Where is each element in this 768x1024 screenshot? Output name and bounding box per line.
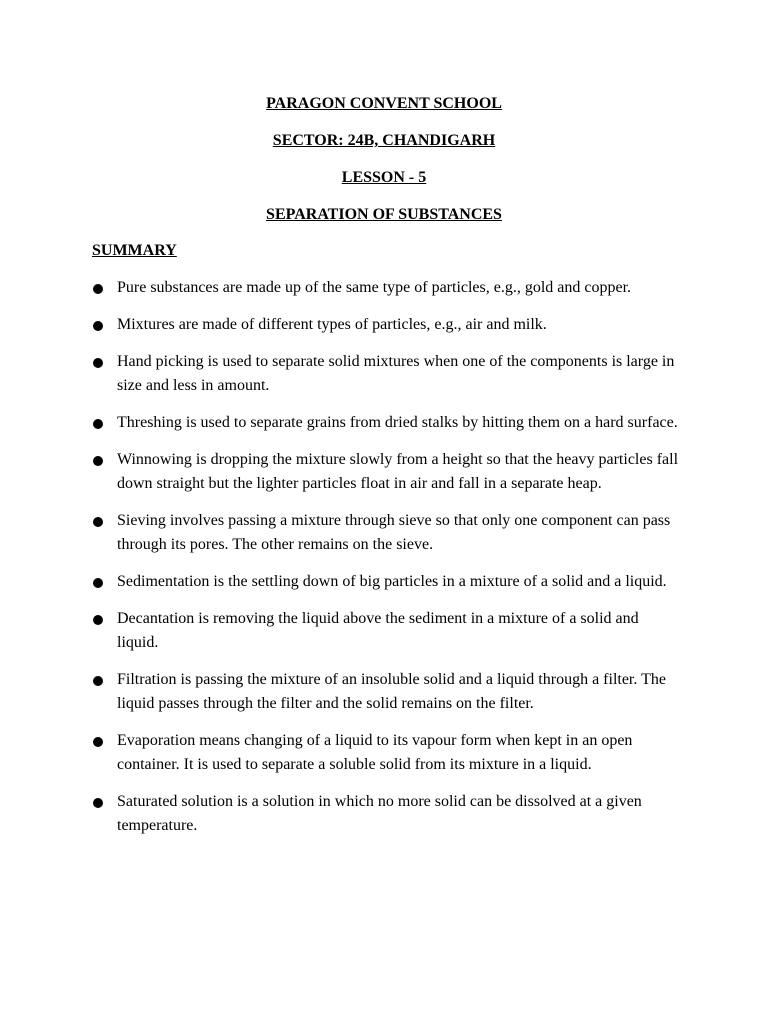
list-item — [0, 607, 768, 655]
list-item — [0, 570, 768, 594]
bullet-icon — [93, 676, 103, 686]
school-name — [0, 94, 768, 114]
list-item-text: Saturated solution is a solution in which no more solid can be dissolved at a given temperature. — [117, 793, 642, 834]
list-item-text: Decantation is removing the liquid above the sediment in a mixture of a solid and liquid. — [117, 610, 639, 651]
school-sector-text: SECTOR: 24B, CHANDIGARH — [272, 132, 496, 149]
summary-list — [0, 276, 768, 851]
list-item-text: Filtration is passing the mixture of an insoluble solid and a liquid through a filter. The liquid passes through the filter and the solid remains on the filter. — [117, 671, 666, 712]
bullet-icon — [93, 798, 103, 808]
list-item-text: Mixtures are made of different types of particles, e.g., air and milk. — [117, 316, 547, 333]
list-item-text: Evaporation means changing of a liquid to its vapour form when kept in an open container. It is used to separate a soluble solid from its mixture in a liquid. — [117, 732, 633, 773]
bullet-icon — [93, 419, 103, 429]
bullet-icon — [93, 737, 103, 747]
list-item — [0, 448, 768, 496]
list-item-text: Pure substances are made up of the same type of particles, e.g., gold and copper. — [117, 279, 632, 296]
list-item — [0, 729, 768, 777]
lesson-number — [0, 168, 768, 188]
list-item — [0, 668, 768, 716]
list-item-text: Threshing is used to separate grains from dried stalks by hitting them on a hard surface. — [117, 414, 678, 431]
list-item — [0, 313, 768, 337]
lesson-topic — [0, 205, 768, 225]
bullet-icon — [93, 578, 103, 588]
bullet-icon — [93, 517, 103, 527]
list-item-text: Sedimentation is the settling down of big particles in a mixture of a solid and a liquid. — [117, 573, 667, 590]
list-item — [0, 350, 768, 398]
bullet-icon — [93, 321, 103, 331]
lesson-number-text: LESSON - 5 — [341, 169, 427, 186]
school-sector — [0, 131, 768, 151]
list-item — [0, 276, 768, 300]
lesson-topic-text: SEPARATION OF SUBSTANCES — [266, 206, 502, 223]
list-item-text: Hand picking is used to separate solid mixtures when one of the components is large in size and less in amount. — [117, 353, 675, 394]
school-name-text: PARAGON CONVENT SCHOOL — [266, 95, 502, 112]
list-item — [0, 790, 768, 838]
list-item — [0, 509, 768, 557]
bullet-icon — [93, 284, 103, 294]
summary-heading: SUMMARY — [92, 242, 177, 259]
bullet-icon — [93, 358, 103, 368]
list-item-text: Winnowing is dropping the mixture slowly from a height so that the heavy particles fall down straight but the lighter particles float in air and fall in a separate heap. — [117, 451, 679, 492]
bullet-icon — [93, 456, 103, 466]
list-item-text: Sieving involves passing a mixture through sieve so that only one component can pass through its pores. The other remains on the sieve. — [117, 512, 671, 553]
bullet-icon — [93, 615, 103, 625]
list-item — [0, 411, 768, 435]
